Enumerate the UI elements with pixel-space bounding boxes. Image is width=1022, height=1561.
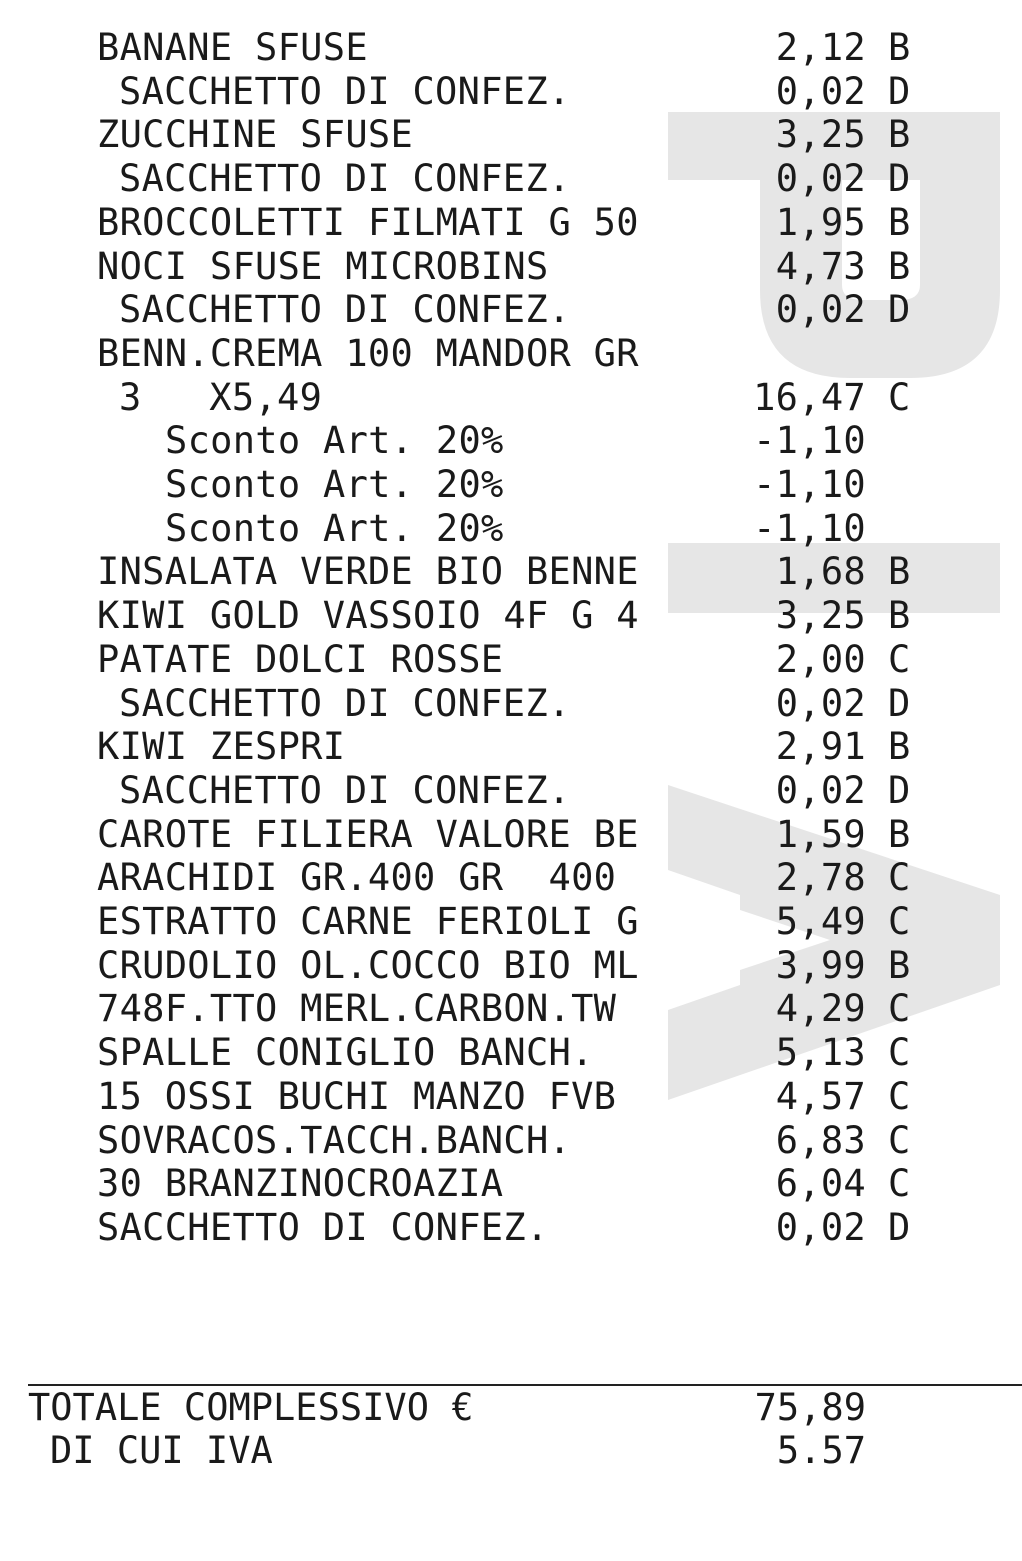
item-description: SACCHETTO DI CONFEZ. — [119, 681, 571, 725]
item-amount: 0,02 — [775, 681, 866, 725]
line-item — [0, 113, 1022, 157]
item-description: KIWI ZESPRI — [97, 725, 346, 769]
item-description: SOVRACOS.TACCH.BANCH. — [97, 1118, 572, 1162]
item-amount: 2,00 — [775, 637, 866, 681]
line-item — [0, 944, 1022, 988]
item-description: Sconto Art. 20% — [165, 463, 504, 506]
item-description: 3 X5,49 — [119, 375, 323, 419]
item-amount: 4,73 — [775, 244, 866, 288]
line-item — [0, 332, 1022, 376]
line-item — [0, 987, 1022, 1031]
item-description: SACCHETTO DI CONFEZ. — [97, 1205, 549, 1249]
line-item — [0, 1206, 1022, 1250]
line-item — [0, 201, 1022, 245]
item-amount: 6,83 — [775, 1118, 866, 1162]
item-amount: 2,91 — [775, 725, 866, 769]
item-description: SACCHETTO DI CONFEZ. — [119, 69, 571, 113]
item-amount: 3,99 — [775, 943, 866, 987]
item-description: PATATE DOLCI ROSSE — [97, 637, 504, 681]
item-amount: 1,68 — [775, 550, 866, 594]
item-amount: 0,02 — [775, 768, 866, 812]
item-description: SPALLE CONIGLIO BANCH. — [97, 1031, 594, 1075]
item-description: SACCHETTO DI CONFEZ. — [119, 157, 571, 201]
item-description: Sconto Art. 20% — [165, 506, 504, 550]
line-item — [0, 507, 1022, 551]
line-item — [0, 1075, 1022, 1119]
line-item — [0, 682, 1022, 726]
item-vat-code: B — [888, 594, 911, 638]
item-vat-code: C — [888, 1074, 911, 1118]
line-item — [0, 594, 1022, 638]
item-vat-code: C — [888, 856, 911, 900]
item-description: SACCHETTO DI CONFEZ. — [119, 288, 571, 332]
item-vat-code: C — [888, 637, 911, 681]
item-amount: 5,13 — [775, 1031, 866, 1075]
item-description: KIWI GOLD VASSOIO 4F G 4 — [97, 594, 639, 638]
line-item — [0, 245, 1022, 289]
line-item — [0, 288, 1022, 332]
item-vat-code: D — [888, 288, 911, 332]
line-item — [0, 1031, 1022, 1075]
item-vat-code: C — [888, 1118, 911, 1162]
total-amount: 75,89 — [754, 1386, 866, 1429]
item-vat-code: C — [888, 900, 911, 943]
item-description: ZUCCHINE SFUSE — [97, 113, 414, 157]
line-item — [0, 769, 1022, 813]
item-description: SACCHETTO DI CONFEZ. — [119, 768, 571, 812]
item-amount: 2,12 — [775, 26, 866, 69]
line-item — [0, 463, 1022, 507]
item-vat-code: B — [888, 200, 911, 244]
item-vat-code: C — [888, 987, 911, 1031]
item-amount: 3,25 — [775, 113, 866, 157]
item-vat-code: B — [888, 244, 911, 288]
total-label: TOTALE COMPLESSIVO € — [28, 1386, 474, 1429]
line-item — [0, 376, 1022, 420]
item-vat-code: B — [888, 550, 911, 594]
item-amount: 4,57 — [775, 1074, 866, 1118]
item-description: 748F.TTO MERL.CARBON.TW — [97, 987, 617, 1031]
item-description: BROCCOLETTI FILMATI G 50 — [97, 200, 639, 244]
line-item — [0, 813, 1022, 857]
item-vat-code: D — [888, 157, 911, 201]
line-item — [0, 638, 1022, 682]
item-amount: -1,10 — [753, 506, 866, 550]
item-amount: 1,59 — [775, 812, 866, 856]
iva-label: DI CUI IVA — [50, 1429, 273, 1472]
line-item — [0, 856, 1022, 900]
item-amount: -1,10 — [753, 419, 866, 463]
item-amount: 0,02 — [775, 1205, 866, 1249]
item-amount: 2,78 — [775, 856, 866, 900]
item-vat-code: C — [888, 1031, 911, 1075]
line-item — [0, 900, 1022, 944]
item-amount: 3,25 — [775, 594, 866, 638]
item-description: CRUDOLIO OL.COCCO BIO ML — [97, 943, 639, 987]
item-vat-code: D — [888, 681, 911, 725]
item-amount: 4,29 — [775, 987, 866, 1031]
item-amount: 16,47 — [753, 375, 866, 419]
item-vat-code: C — [888, 375, 911, 419]
item-amount: 1,95 — [775, 200, 866, 244]
item-vat-code: B — [888, 113, 911, 157]
item-amount: 0,02 — [775, 69, 866, 113]
item-amount: 6,04 — [775, 1162, 866, 1206]
item-vat-code: B — [888, 943, 911, 987]
item-description: Sconto Art. 20% — [165, 419, 504, 463]
item-description: ARACHIDI GR.400 GR 400 — [97, 856, 617, 900]
item-vat-code: D — [888, 1205, 911, 1249]
line-item — [0, 550, 1022, 594]
item-amount: 0,02 — [775, 288, 866, 332]
iva-amount: 5.57 — [776, 1429, 866, 1472]
item-description: CAROTE FILIERA VALORE BE — [97, 812, 639, 856]
item-vat-code: B — [888, 812, 911, 856]
line-item — [0, 70, 1022, 114]
line-item — [0, 725, 1022, 769]
item-vat-code: B — [888, 725, 911, 769]
item-description: 30 BRANZINOCROAZIA — [97, 1162, 504, 1206]
item-vat-code: D — [888, 768, 911, 812]
line-item — [0, 157, 1022, 201]
item-amount: 0,02 — [775, 157, 866, 201]
item-description: NOCI SFUSE MICROBINS — [97, 244, 549, 288]
item-vat-code: C — [888, 1162, 911, 1206]
item-vat-code: D — [888, 69, 911, 113]
item-description: BENN.CREMA 100 MANDOR GR — [97, 331, 639, 375]
item-amount: 5,49 — [775, 900, 866, 943]
line-item — [0, 26, 1022, 70]
item-description: 15 OSSI BUCHI MANZO FVB — [97, 1074, 617, 1118]
line-item — [0, 1162, 1022, 1206]
item-description: INSALATA VERDE BIO BENNE — [97, 550, 639, 594]
line-item — [0, 1119, 1022, 1163]
item-description: ESTRATTO CARNE FERIOLI G — [97, 900, 639, 943]
item-amount: -1,10 — [753, 463, 866, 506]
item-description: BANANE SFUSE — [97, 26, 368, 69]
line-item — [0, 419, 1022, 463]
item-vat-code: B — [888, 26, 911, 69]
